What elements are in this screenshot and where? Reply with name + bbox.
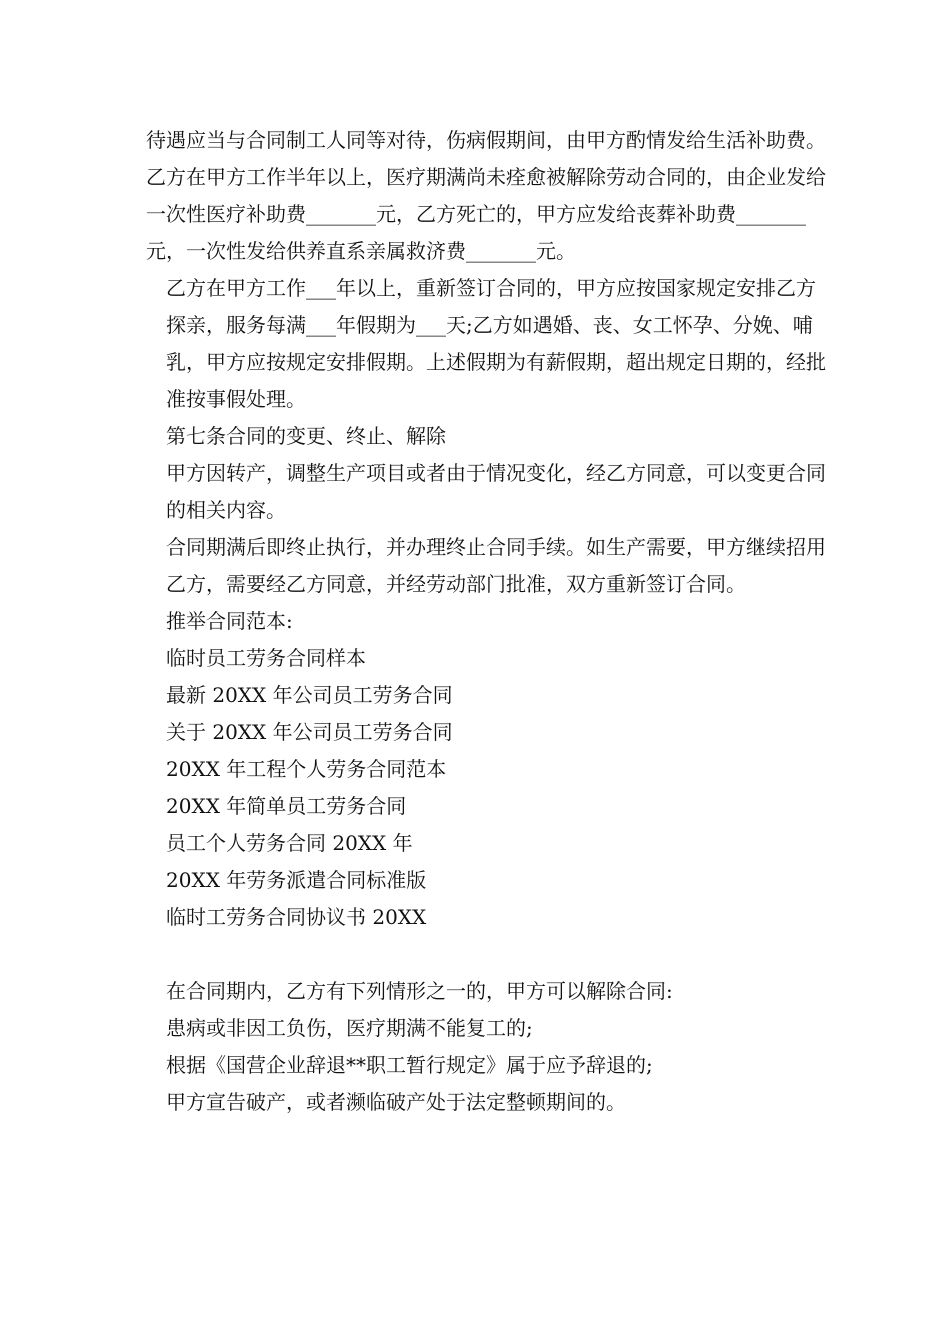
recommend-link[interactable]: 20XX 年劳务派遣合同标准版 — [166, 868, 427, 892]
paragraph-benefits: 待遇应当与合同制工人同等对待，伤病假期间，由甲方酌情发给生活补助费。乙方在甲方工作半年以上，医疗期满尚未痊愈被解除劳动合同的，由企业发给一次性医疗补助费_______元，乙方死亡的，甲方应发给丧葬补助费_______元，一次性发给供养直系亲属救济费_______元。 — [146, 128, 826, 263]
paragraph-expiry: 合同期满后即终止执行，并办理终止合同手续。如生产需要，甲方继续招用乙方，需要经乙方同意，并经劳动部门批准，双方重新签订合同。 — [166, 535, 826, 596]
recommend-link[interactable]: 关于 20XX 年公司员工劳务合同 — [166, 720, 453, 744]
article-seven-heading: 第七条合同的变更、终止、解除 — [166, 424, 446, 448]
recommend-link[interactable]: 临时工劳务合同协议书 20XX — [166, 905, 427, 929]
termination-section — [146, 973, 826, 1121]
termination-intro: 在合同期内，乙方有下列情形之一的，甲方可以解除合同: — [166, 979, 673, 1003]
blank-line — [146, 936, 826, 973]
termination-item: 甲方宣告破产，或者濒临破产处于法定整顿期间的。 — [166, 1090, 626, 1114]
recommend-link[interactable]: 20XX 年简单员工劳务合同 — [166, 794, 407, 818]
document-body — [146, 122, 826, 1121]
termination-item: 根据《国营企业辞退**职工暂行规定》属于应予辞退的; — [166, 1053, 653, 1077]
recommend-link[interactable]: 最新 20XX 年公司员工劳务合同 — [166, 683, 453, 707]
recommend-link[interactable]: 临时员工劳务合同样本 — [166, 646, 366, 670]
paragraph-leave: 乙方在甲方工作___年以上，重新签订合同的，甲方应按国家规定安排乙方探亲，服务每满___年假期为___天;乙方如遇婚、丧、女工怀孕、分娩、哺乳，甲方应按规定安排假期。上述假期为有薪假期，超出规定日期的，经批准按事假处理。 — [166, 276, 826, 411]
recommend-list — [146, 603, 826, 936]
recommend-heading: 推举合同范本: — [166, 609, 293, 633]
termination-item: 患病或非因工负伤，医疗期满不能复工的; — [166, 1016, 533, 1040]
recommend-link[interactable]: 员工个人劳务合同 20XX 年 — [166, 831, 413, 855]
paragraph-change: 甲方因转产，调整生产项目或者由于情况变化，经乙方同意，可以变更合同的相关内容。 — [166, 461, 826, 522]
recommend-link[interactable]: 20XX 年工程个人劳务合同范本 — [166, 757, 447, 781]
